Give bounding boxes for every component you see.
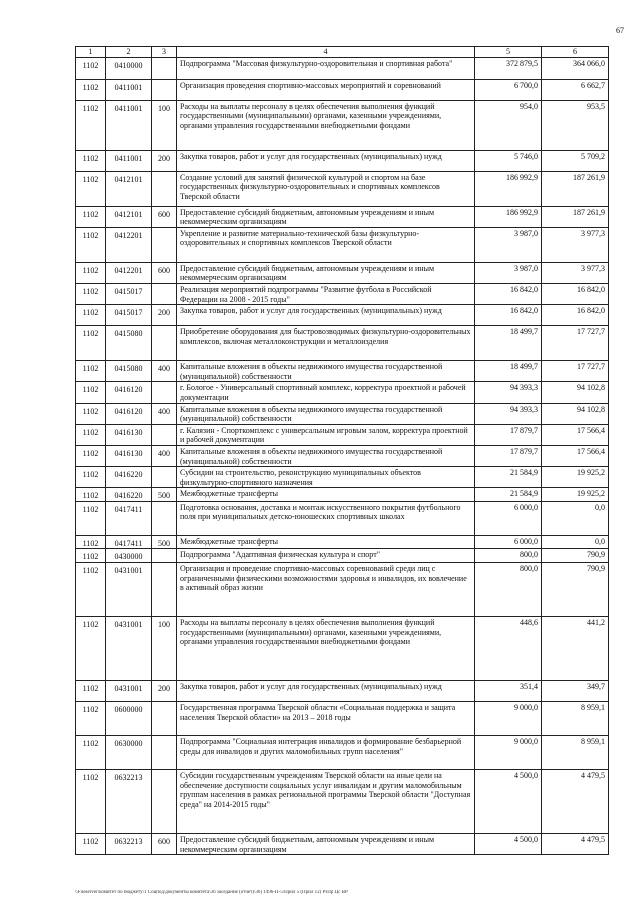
table-row [76,424,609,445]
expense-type-cell [152,326,177,361]
expense-type-cell [152,770,177,834]
table-row [76,535,609,549]
planned-sum-cell: 800,0 [475,563,542,617]
section-code-cell: 1102 [76,206,106,227]
item-name-cell: Закупка товаров, работ и услуг для государственных (муниципальных) нужд [177,305,475,326]
budget-table [75,46,609,855]
target-article-cell: 0412201 [106,227,152,262]
expense-type-cell: 400 [152,445,177,466]
executed-sum-cell: 5 709,2 [542,150,609,171]
column-header: 6 [542,47,609,58]
planned-sum-cell: 6 700,0 [475,79,542,100]
target-article-cell: 0431001 [106,563,152,617]
planned-sum-cell: 18 499,7 [475,326,542,361]
section-code-cell: 1102 [76,79,106,100]
expense-type-cell: 400 [152,361,177,382]
table-row [76,382,609,403]
item-name-cell: Расходы на выплаты персоналу в целях обеспечения выполнения функций государственными (муниципальными) органами, казенными учреждениями, органами управления государственными внебюджетными фондами [177,100,475,150]
target-article-cell: 0412101 [106,206,152,227]
executed-sum-cell: 4 479,5 [542,834,609,855]
executed-sum-cell: 0,0 [542,501,609,535]
target-article-cell: 0415017 [106,283,152,304]
planned-sum-cell: 186 992,9 [475,171,542,206]
executed-sum-cell: 94 102,8 [542,382,609,403]
table-row [76,283,609,304]
section-code-cell: 1102 [76,361,106,382]
planned-sum-cell: 800,0 [475,549,542,563]
section-code-cell: 1102 [76,382,106,403]
expense-type-cell [152,501,177,535]
target-article-cell: 0416130 [106,424,152,445]
target-article-cell: 0430000 [106,549,152,563]
item-name-cell: Реализация мероприятий подпрограммы "Развитие футбола в Российской Федерации на 2008 - 2015 годы" [177,283,475,304]
item-name-cell: г. Калязин - Спорткомплекс с универсальным игровым залом, корректура проектной и рабочей документации [177,424,475,445]
target-article-cell: 0632213 [106,770,152,834]
section-code-cell: 1102 [76,283,106,304]
executed-sum-cell: 187 261,9 [542,171,609,206]
column-header: 4 [177,47,475,58]
executed-sum-cell: 3 977,3 [542,262,609,283]
section-code-cell: 1102 [76,171,106,206]
expense-type-cell: 600 [152,262,177,283]
target-article-cell: 0412201 [106,262,152,283]
expense-type-cell: 100 [152,100,177,150]
planned-sum-cell: 9 000,0 [475,702,542,736]
planned-sum-cell: 18 499,7 [475,361,542,382]
executed-sum-cell: 17 566,4 [542,445,609,466]
executed-sum-cell: 8 959,1 [542,736,609,770]
planned-sum-cell: 4 500,0 [475,770,542,834]
table-row [76,262,609,283]
item-name-cell: г. Бологое - Универсальный спортивный комплекс, корректура проектной и рабочей документации [177,382,475,403]
section-code-cell: 1102 [76,57,106,79]
table-row [76,488,609,502]
planned-sum-cell: 16 842,0 [475,283,542,304]
executed-sum-cell: 349,7 [542,681,609,702]
table-row [76,549,609,563]
section-code-cell: 1102 [76,227,106,262]
executed-sum-cell: 3 977,3 [542,227,609,262]
expense-type-cell [152,171,177,206]
target-article-cell: 0416120 [106,403,152,424]
expense-type-cell: 100 [152,617,177,681]
table-row [76,467,609,488]
expense-type-cell [152,79,177,100]
section-code-cell: 1102 [76,262,106,283]
table-row [76,57,609,79]
target-article-cell: 0431001 [106,681,152,702]
section-code-cell: 1102 [76,467,106,488]
table-row [76,445,609,466]
target-article-cell: 0600000 [106,702,152,736]
item-name-cell: Подпрограмма "Массовая физкультурно-оздоровительная и спортивная работа" [177,57,475,79]
executed-sum-cell: 790,9 [542,549,609,563]
table-row [76,206,609,227]
section-code-cell: 1102 [76,403,106,424]
item-name-cell: Государственная программа Тверской области «Социальная поддержка и защита населения Тверской области» на 2013 – 2018 годы [177,702,475,736]
table-row [76,79,609,100]
item-name-cell: Создание условий для занятий физической культурой и спортом на базе государственных физкультурно-оздоровительных и спортивных комплексов Тверской области [177,171,475,206]
target-article-cell: 0411001 [106,150,152,171]
expense-type-cell [152,227,177,262]
planned-sum-cell: 94 393,3 [475,403,542,424]
expense-type-cell: 600 [152,206,177,227]
table-row [76,171,609,206]
section-code-cell: 1102 [76,535,106,549]
expense-type-cell: 200 [152,681,177,702]
item-name-cell: Расходы на выплаты персоналу в целях обеспечения выполнения функций государственными (муниципальными) органами, казенными учреждениями, органами управления государственными внебюджетными фондами [177,617,475,681]
item-name-cell: Подпрограмма "Адаптивная физическая культура и спорт" [177,549,475,563]
expense-type-cell [152,563,177,617]
file-path-footer: \\Fileserver\комитет по бюджету\1 Соцпод\документы комитета\36 заседание (отчет)\36) 1496-П-5\Прил 5 (Прил 12) РзПр Цс ВР [75,890,348,895]
target-article-cell: 0417411 [106,501,152,535]
executed-sum-cell: 19 925,2 [542,488,609,502]
planned-sum-cell: 6 000,0 [475,501,542,535]
planned-sum-cell: 4 500,0 [475,834,542,855]
table-row [76,305,609,326]
executed-sum-cell: 6 662,7 [542,79,609,100]
item-name-cell: Закупка товаров, работ и услуг для государственных (муниципальных) нужд [177,681,475,702]
section-code-cell: 1102 [76,326,106,361]
table-row [76,563,609,617]
item-name-cell: Закупка товаров, работ и услуг для государственных (муниципальных) нужд [177,150,475,171]
item-name-cell: Субсидии государственным учреждениям Тверской области на иные цели на обеспечение доступности социальных услуг инвалидам и другим маломобильным группам населения в рамках региональной программы Тверской области "Доступная среда" на 2014-2015 годы" [177,770,475,834]
item-name-cell: Приобретение оборудования для быстровозводимых физкультурно-оздоровительных комплексов, включая металлоконструкции и металлоизделия [177,326,475,361]
planned-sum-cell: 21 584,9 [475,467,542,488]
target-article-cell: 0417411 [106,535,152,549]
target-article-cell: 0416120 [106,382,152,403]
executed-sum-cell: 364 066,0 [542,57,609,79]
column-header: 2 [106,47,152,58]
section-code-cell: 1102 [76,305,106,326]
item-name-cell: Предоставление субсидий бюджетным, автономным учреждениям и иным некоммерческим организациям [177,262,475,283]
item-name-cell: Предоставление субсидий бюджетным, автономным учреждениям и иным некоммерческим организациям [177,206,475,227]
table-row [76,702,609,736]
executed-sum-cell: 953,5 [542,100,609,150]
executed-sum-cell: 441,2 [542,617,609,681]
section-code-cell: 1102 [76,501,106,535]
planned-sum-cell: 5 746,0 [475,150,542,171]
expense-type-cell [152,467,177,488]
executed-sum-cell: 187 261,9 [542,206,609,227]
expense-type-cell: 400 [152,403,177,424]
expense-type-cell [152,283,177,304]
target-article-cell: 0415080 [106,361,152,382]
expense-type-cell: 600 [152,834,177,855]
item-name-cell: Организация и проведение спортивно-массовых соревнований среди лиц с ограниченными физическими возможностями здоровья и инвалидов, их вовлечение в активный образ жизни [177,563,475,617]
item-name-cell: Предоставление субсидий бюджетным, автономным учреждениям и иным некоммерческим организациям [177,834,475,855]
table-row [76,361,609,382]
table-row [76,100,609,150]
item-name-cell: Межбюджетные трансферты [177,535,475,549]
table-row [76,736,609,770]
section-code-cell: 1102 [76,563,106,617]
item-name-cell: Субсидии на строительство, реконструкцию муниципальных объектов физкультурно-спортивного назначения [177,467,475,488]
table-header-row [76,47,609,58]
planned-sum-cell: 372 879,5 [475,57,542,79]
section-code-cell: 1102 [76,549,106,563]
table-row [76,834,609,855]
column-header: 3 [152,47,177,58]
planned-sum-cell: 6 000,0 [475,535,542,549]
target-article-cell: 0416130 [106,445,152,466]
target-article-cell: 0630000 [106,736,152,770]
expense-type-cell [152,382,177,403]
executed-sum-cell: 94 102,8 [542,403,609,424]
expense-type-cell: 200 [152,150,177,171]
executed-sum-cell: 790,9 [542,563,609,617]
planned-sum-cell: 94 393,3 [475,382,542,403]
section-code-cell: 1102 [76,445,106,466]
section-code-cell: 1102 [76,702,106,736]
target-article-cell: 0411001 [106,100,152,150]
item-name-cell: Межбюджетные трансферты [177,488,475,502]
executed-sum-cell: 0,0 [542,535,609,549]
section-code-cell: 1102 [76,681,106,702]
section-code-cell: 1102 [76,770,106,834]
item-name-cell: Капитальные вложения в объекты недвижимого имущества государственной (муниципальной) собственности [177,403,475,424]
target-article-cell: 0411001 [106,79,152,100]
executed-sum-cell: 4 479,5 [542,770,609,834]
section-code-cell: 1102 [76,617,106,681]
planned-sum-cell: 17 879,7 [475,424,542,445]
item-name-cell: Организация проведения спортивно-массовых мероприятий и соревнований [177,79,475,100]
planned-sum-cell: 186 992,9 [475,206,542,227]
planned-sum-cell: 21 584,9 [475,488,542,502]
expense-type-cell [152,424,177,445]
table-row [76,501,609,535]
target-article-cell: 0416220 [106,488,152,502]
table-row [76,681,609,702]
planned-sum-cell: 3 987,0 [475,262,542,283]
section-code-cell: 1102 [76,424,106,445]
planned-sum-cell: 16 842,0 [475,305,542,326]
target-article-cell: 0412101 [106,171,152,206]
target-article-cell: 0632213 [106,834,152,855]
table-row [76,150,609,171]
section-code-cell: 1102 [76,736,106,770]
expense-type-cell [152,702,177,736]
table-row [76,403,609,424]
table-row [76,227,609,262]
item-name-cell: Укрепление и развитие материально-технической базы физкультурно-оздоровительных и спортивных комплексов Тверской области [177,227,475,262]
section-code-cell: 1102 [76,488,106,502]
item-name-cell: Капитальные вложения в объекты недвижимого имущества государственной (муниципальной) собственности [177,445,475,466]
column-header: 5 [475,47,542,58]
executed-sum-cell: 17 566,4 [542,424,609,445]
expense-type-cell [152,736,177,770]
item-name-cell: Капитальные вложения в объекты недвижимого имущества государственной (муниципальной) собственности [177,361,475,382]
target-article-cell: 0415017 [106,305,152,326]
section-code-cell: 1102 [76,100,106,150]
executed-sum-cell: 16 842,0 [542,283,609,304]
executed-sum-cell: 16 842,0 [542,305,609,326]
table-row [76,770,609,834]
executed-sum-cell: 19 925,2 [542,467,609,488]
target-article-cell: 0415080 [106,326,152,361]
expense-type-cell: 200 [152,305,177,326]
expense-type-cell [152,549,177,563]
column-header: 1 [76,47,106,58]
planned-sum-cell: 448,6 [475,617,542,681]
planned-sum-cell: 9 000,0 [475,736,542,770]
page-number: 67 [616,26,624,35]
expense-type-cell: 500 [152,535,177,549]
section-code-cell: 1102 [76,834,106,855]
table-body [76,57,609,855]
executed-sum-cell: 8 959,1 [542,702,609,736]
executed-sum-cell: 17 727,7 [542,361,609,382]
target-article-cell: 0410000 [106,57,152,79]
planned-sum-cell: 17 879,7 [475,445,542,466]
expense-type-cell [152,57,177,79]
table-row [76,617,609,681]
item-name-cell: Подпрограмма "Социальная интеграция инвалидов и формирование безбарьерной среды для инвалидов и других маломобильных групп населения" [177,736,475,770]
section-code-cell: 1102 [76,150,106,171]
item-name-cell: Подготовка основания, доставка и монтаж искусственного покрытия футбольного поля при муниципальных детско-юношеских спортивных школах [177,501,475,535]
planned-sum-cell: 954,0 [475,100,542,150]
target-article-cell: 0431001 [106,617,152,681]
planned-sum-cell: 351,4 [475,681,542,702]
target-article-cell: 0416220 [106,467,152,488]
executed-sum-cell: 17 727,7 [542,326,609,361]
table-row [76,326,609,361]
planned-sum-cell: 3 987,0 [475,227,542,262]
expense-type-cell: 500 [152,488,177,502]
